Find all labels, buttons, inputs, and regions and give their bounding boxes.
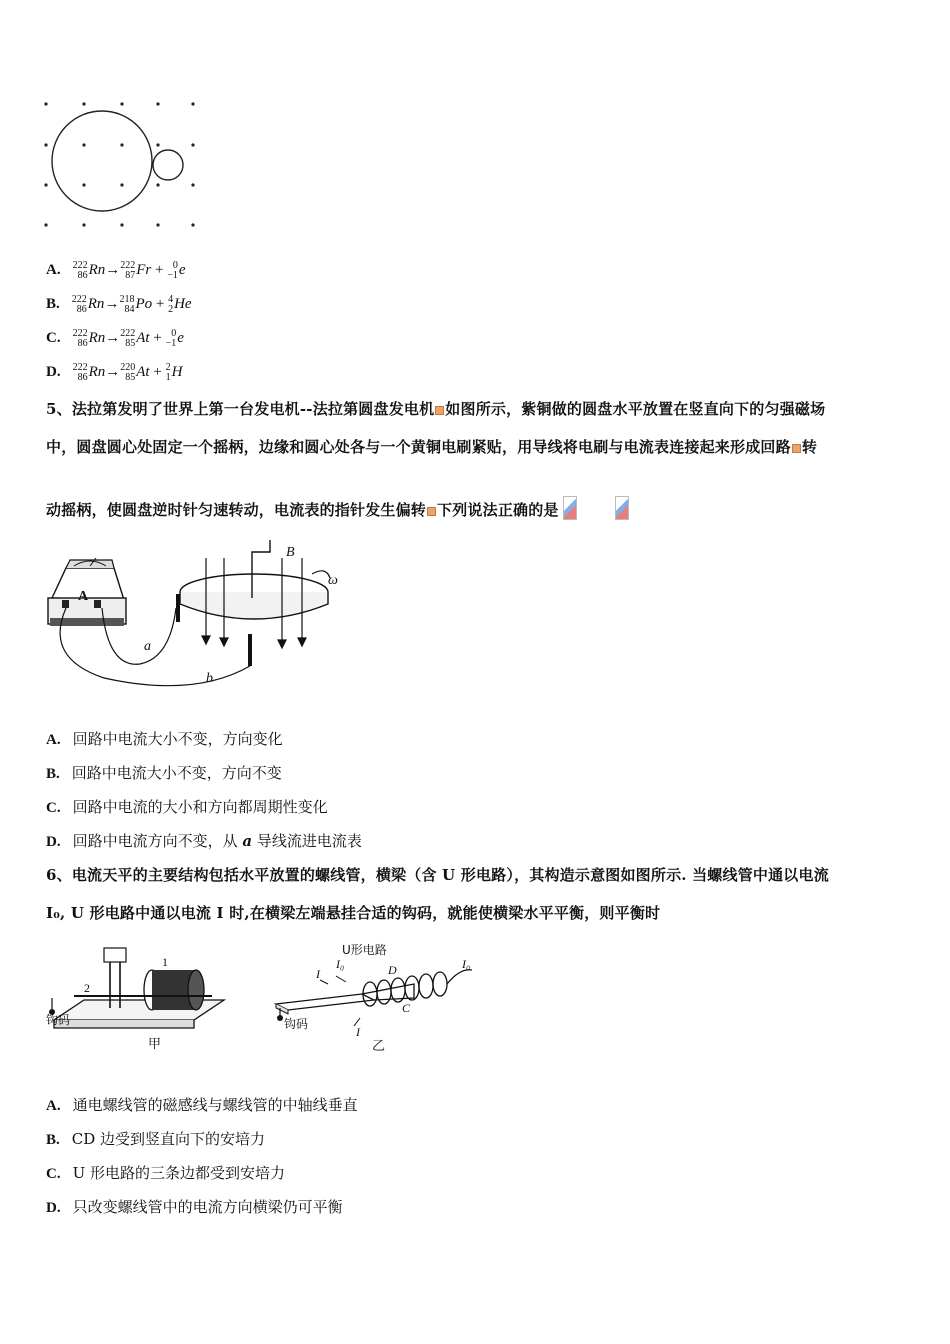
element-symbol: Rn: [88, 364, 106, 380]
current-balance-figure: [44, 938, 484, 1056]
charge-number: 87: [125, 269, 136, 281]
nuclear-equation: [71, 293, 192, 315]
svg-text:b: b: [206, 671, 213, 686]
element-symbol: At: [136, 364, 150, 380]
charge-number: −1: [167, 269, 178, 281]
charge-number: −1: [165, 337, 177, 349]
mass-number: 222: [120, 259, 136, 271]
charge-number: 84: [124, 303, 135, 315]
svg-text:钩码: 钩码: [284, 1017, 309, 1031]
element-symbol: e: [178, 262, 186, 278]
mass-number: 222: [71, 293, 87, 305]
option-label: A.: [46, 262, 61, 278]
element-symbol: Rn: [87, 296, 105, 312]
arrow: →: [105, 330, 121, 346]
mass-number: 222: [72, 361, 88, 373]
q5-option-b[interactable]: B. 回路中电流大小不变，方向不变: [46, 764, 282, 782]
nuclear-equation: [72, 259, 186, 281]
charge-number: 1: [165, 371, 171, 383]
charge-number: 85: [125, 337, 136, 349]
element-symbol: Rn: [88, 330, 106, 346]
plus: +: [155, 262, 164, 278]
mass-number: 4: [168, 293, 174, 305]
option-label: D.: [46, 364, 61, 380]
faraday-disk-figure: [44, 538, 364, 690]
element-symbol: e: [177, 330, 184, 346]
mass-number: 218: [119, 293, 135, 305]
q6-option-d[interactable]: D. 只改变螺线管中的电流方向横梁仍可平衡: [46, 1198, 343, 1216]
mass-number: 0: [171, 327, 177, 339]
svg-text:ω: ω: [328, 573, 338, 588]
q5-line3: 动摇柄，使圆盘逆时针匀速转动，电流表的指针发生偏转 下列说法正确的是: [46, 496, 629, 520]
option-label: C.: [46, 330, 61, 346]
charge-number: 86: [76, 303, 87, 315]
broken-image-icon: [427, 507, 436, 516]
plus: +: [155, 296, 165, 312]
charge-number: 86: [77, 337, 88, 349]
nuclear-equation: [72, 327, 184, 349]
element-symbol: H: [171, 364, 183, 380]
svg-text:I₀: I₀: [336, 957, 345, 971]
svg-text:I₀: I₀: [462, 957, 471, 971]
svg-text:U形电路: U形电路: [342, 943, 387, 957]
magnetic-field-figure: [40, 95, 210, 235]
broken-image-icon: [435, 406, 444, 415]
ammeter-icon: [48, 558, 126, 626]
mass-number: 222: [72, 327, 88, 339]
image-placeholder-icon: [615, 496, 629, 520]
charge-number: 85: [125, 371, 136, 383]
svg-text:A: A: [78, 589, 89, 604]
svg-text:2: 2: [84, 981, 90, 995]
q6-option-b[interactable]: B. CD 边受到竖直向下的安培力: [46, 1130, 266, 1148]
mass-number: 220: [120, 361, 136, 373]
charge-number: 86: [77, 371, 88, 383]
image-placeholder-icon: [563, 496, 577, 520]
svg-text:C: C: [402, 1001, 411, 1015]
svg-text:D: D: [388, 963, 397, 977]
q4-option-c[interactable]: [46, 328, 184, 349]
q4-option-d[interactable]: [46, 362, 182, 383]
element-symbol: Rn: [88, 262, 106, 278]
q5-option-a[interactable]: A. 回路中电流大小不变，方向变化: [46, 730, 283, 748]
mass-number: 222: [72, 259, 88, 271]
element-symbol: Fr: [136, 262, 152, 278]
q6-line2: I₀, U 形电路中通以电流 I 时,在横梁左端悬挂合适的钩码，就能使横梁水平平衡，则平衡时: [46, 904, 661, 922]
nuclear-equation: [72, 361, 183, 383]
broken-image-icon: [792, 444, 801, 453]
apparatus-yi: [276, 942, 472, 1054]
q4-option-a[interactable]: [46, 260, 186, 281]
mass-number: 2: [165, 361, 171, 373]
q5-line2: 中，圆盘圆心处固定一个摇柄，边缘和圆心处各与一个黄铜电刷紧贴，用导线将电刷与电流表连接起来形成回路 转: [46, 438, 818, 456]
svg-text:B: B: [286, 545, 295, 560]
charge-number: 2: [168, 303, 174, 315]
arrow: →: [105, 364, 121, 380]
svg-text:甲: 甲: [148, 1037, 162, 1052]
plus: +: [153, 330, 162, 346]
q4-option-b[interactable]: [46, 294, 192, 315]
svg-text:乙: 乙: [372, 1039, 386, 1054]
mass-number: 0: [172, 259, 178, 271]
charge-number: 86: [77, 269, 88, 281]
svg-text:钩码: 钩码: [46, 1013, 71, 1027]
element-symbol: He: [174, 296, 192, 312]
mass-number: 222: [120, 327, 136, 339]
option-label: B.: [46, 296, 60, 312]
q6-option-a[interactable]: A. 通电螺线管的磁感线与螺线管的中轴线垂直: [46, 1096, 358, 1114]
svg-text:I: I: [356, 1025, 360, 1039]
arrow: →: [105, 262, 121, 278]
element-symbol: At: [136, 330, 150, 346]
plus: +: [153, 364, 162, 380]
q6-option-c[interactable]: C. U 形电路的三条边都受到安培力: [46, 1164, 286, 1182]
svg-text:a: a: [144, 639, 151, 654]
svg-text:I: I: [316, 967, 320, 981]
apparatus-jia: [46, 948, 224, 1052]
q6-line1: 6、电流天平的主要结构包括水平放置的螺线管，横梁（含 U 形电路），其构造示意图如图所示. 当螺线管中通以电流: [46, 866, 829, 884]
q5-line1: 5、法拉第发明了世界上第一台发电机--法拉第圆盘发电机 如图所示，紫铜做的圆盘水平放置在竖直向下的匀强磁场: [46, 400, 826, 418]
element-symbol: Po: [135, 296, 153, 312]
svg-text:1: 1: [162, 955, 168, 969]
q5-option-c[interactable]: C. 回路中电流的大小和方向都周期性变化: [46, 798, 328, 816]
q5-option-d[interactable]: D. 回路中电流方向不变，从 a 导线流进电流表: [46, 832, 362, 850]
arrow: →: [104, 296, 120, 312]
